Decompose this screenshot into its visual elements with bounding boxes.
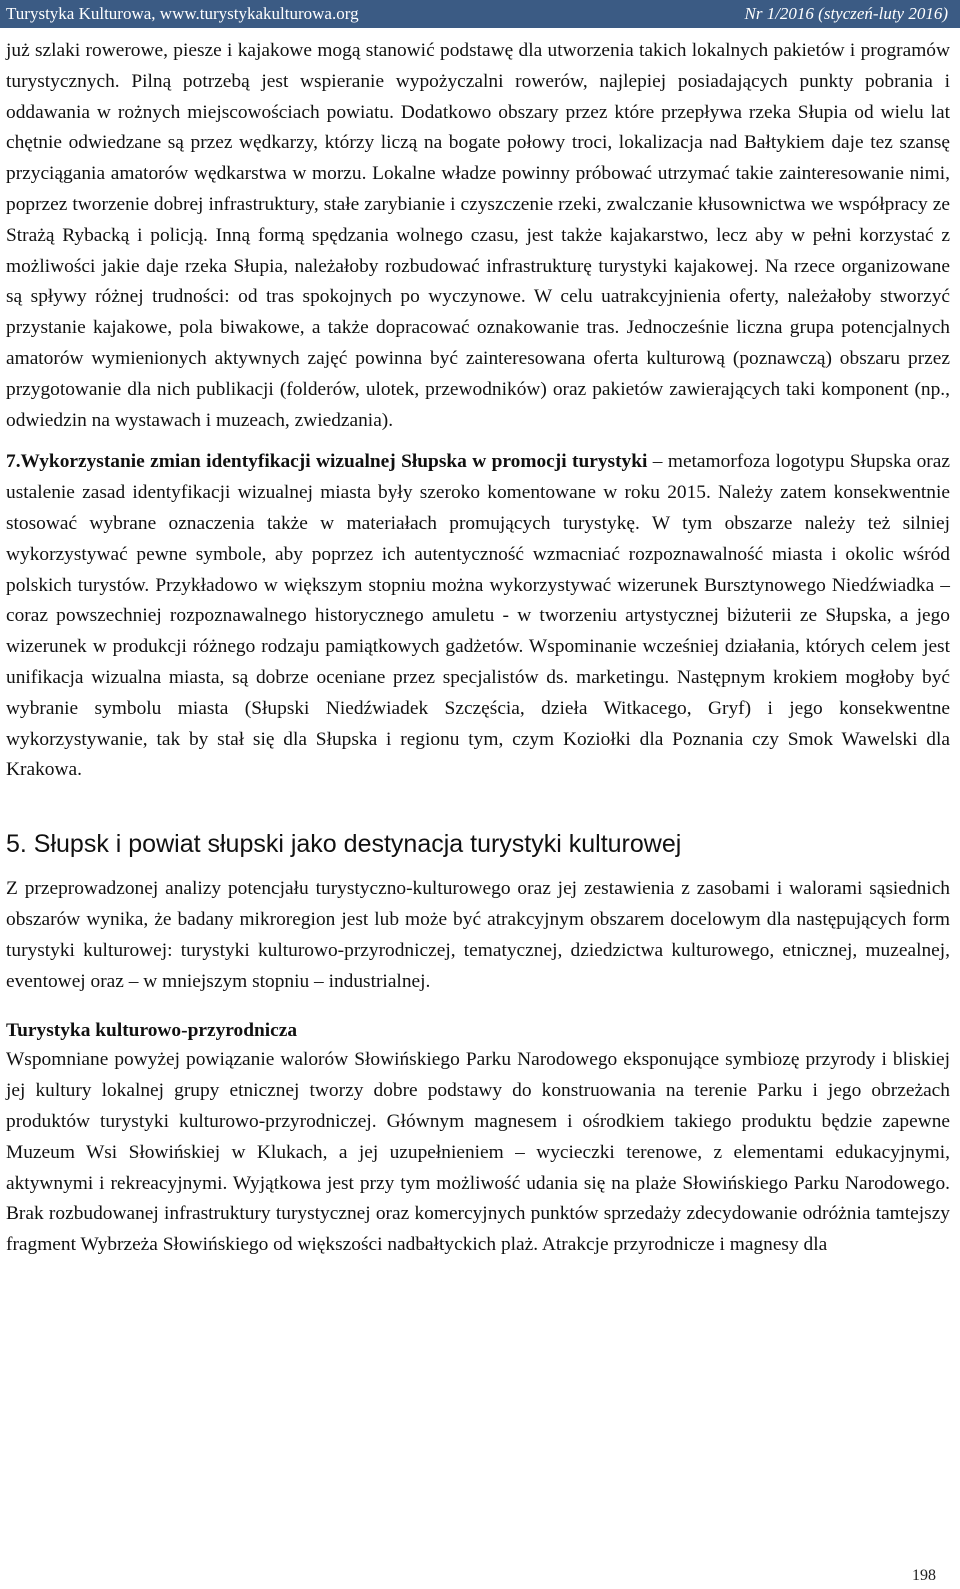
page-number: 198: [912, 1567, 936, 1584]
paragraph-section-intro: Z przeprowadzonej analizy potencjału turystyczno-kulturowego oraz jej zestawienia z zasobami i walorami sąsiednich obszarów wynika, że badany mikroregion jest lub może być atrakcyjnym obszarem docelowym dla następujących form turystyki kulturowej: turystyki kulturowo-przyrodniczej, tematycznej, dziedzictwa kulturowego, etnicznej, muzealnej, eventowej oraz – w mniejszym stopniu – industrialnej.: [6, 878, 950, 992]
subsection-title: Turystyka kulturowo-przyrodnicza: [6, 1020, 298, 1042]
point-7-body: – metamorfoza logotypu Słupska oraz ustalenie zasad identyfikacji wizualnej miasta były szeroko komentowane w roku 2015. Należy zatem konsekwentnie stosować wybrane oznaczenia także w materiałach promujących turystykę. W tym obszarze należy też silniej wykorzystywać pewne symbole, aby poprzez ich autentyczność wzmacniać rozpoznawalność miasta i okolic wśród polskich turystów. Przykładowo w większym stopniu można wykorzystywać wizerunek Bursztynowego Niedźwiadka – coraz powszechniej rozpoznawalnego historycznego amuletu - w tworzeniu artystycznej biżuterii ze Słupska, a jego wizerunek w produkcji różnego rodzaju pamiątkowych gadżetów. Wspominanie wcześniej działania, których celem jest unifikacja wizualna miasta, są dobrze oceniane przez specjalistów ds. marketingu. Następnym krokiem mogłoby być wybranie symbolu miasta (Słupski Niedźwiadek Szczęścia, dzieła Witkacego, Gryf) i jego konsekwentne wykorzystywanie, tak by stał się dla Słupska i regionu tym, czym Koziołki dla Poznania czy Smok Wawelski dla Krakowa.: [6, 451, 950, 781]
paragraph-active-tourism: już szlaki rowerowe, piesze i kajakowe mogą stanowić podstawę dla utworzenia takich lokalnych pakietów i programów turystycznych. Pilną potrzebą jest wspieranie wypożyczalni rowerów, najlepiej posiadających punkty pobrania i oddawania w rożnych miejscowościach powiatu. Dodatkowo obszary przez które przepływa rzeka Słupia od wielu lat chętnie odwiedzane są przez wędkarzy, którzy liczą na bogate połowy troci, lokalizacja nad Bałtykiem daje tez szansę przyciągania amatorów wędkarstwa w morzu. Lokalne władze powinny próbować utrzymać takie zainteresowanie nimi, poprzez tworzenie dobrej infrastruktury, stałe zarybianie i czyszczenie rzeki, zwalczanie kłusownictwa we współpracy ze Strażą Rybacką i policją. Inną formą spędzania wolnego czasu, jest także kajakarstwo, lecz aby w pełni korzystać z możliwości jakie daje rzeka Słupia, należałoby rozbudować infrastrukturę turystyki kajakowej. Na rzece organizowane są spływy różnej trudności: od tras spokojnych po wyczynowe. W celu uatrakcyjnienia oferty, należałoby stworzyć przystanie kajakowe, pola biwakowe, a także dopracować oznakowanie tras. Jednocześnie liczna grupa potencjalnych amatorów wymienionych aktywnych zajęć powinna być zainteresowana oferta kulturową (poznawczą) obszaru przez przygotowanie dla nich publikacji (folderów, ulotek, przewodników) oraz pakietów zawierających taki komponent (np., odwiedzin na wystawach i muzeach, zwiedzania).: [6, 40, 950, 431]
section-title: 5. Słupsk i powiat słupski jako destynacja turystyki kulturowej: [6, 830, 682, 859]
journal-title: Turystyka Kulturowa, www.turystykakulturowa.org: [6, 4, 359, 23]
paragraph-nature-tourism: Wspomniane powyżej powiązanie walorów Słowińskiego Parku Narodowego eksponujące symbiozę przyrody i bliskiej jej kultury lokalnej grupy etnicznej tworzy dobre podstawy do konstruowania na terenie Parku i jego obrzeżach produktów turystyki kulturowo-przyrodniczej. Głównym magnesem i ośrodkiem takiego produktu będzie zapewne Muzeum Wsi Słowińskiej w Klukach, a jej uzupełnieniem – wycieczki terenowe, z elementami edukacyjnymi, aktywnymi i rekreacyjnymi. Wyjątkowa jest przy tym możliwość udania się na plaże Słowińskiego Parku Narodowego. Brak rozbudowanej infrastruktury turystycznej oraz komercyjnych punktów sprzedaży zdecydowanie odróżnia tamtejszy fragment Wybrzeża Słowińskiego od większości nadbałtyckich plaż. Atrakcje przyrodnicze i magnesy dla: [6, 1049, 950, 1256]
point-7-heading: 7.Wykorzystanie zmian identyfikacji wizualnej Słupska w promocji turystyki: [6, 451, 648, 473]
issue-number: Nr 1/2016 (styczeń-luty 2016): [744, 4, 948, 23]
page-header: [0, 0, 960, 28]
paragraph-visual-identity: [6, 447, 950, 786]
article-body: [6, 36, 950, 1261]
